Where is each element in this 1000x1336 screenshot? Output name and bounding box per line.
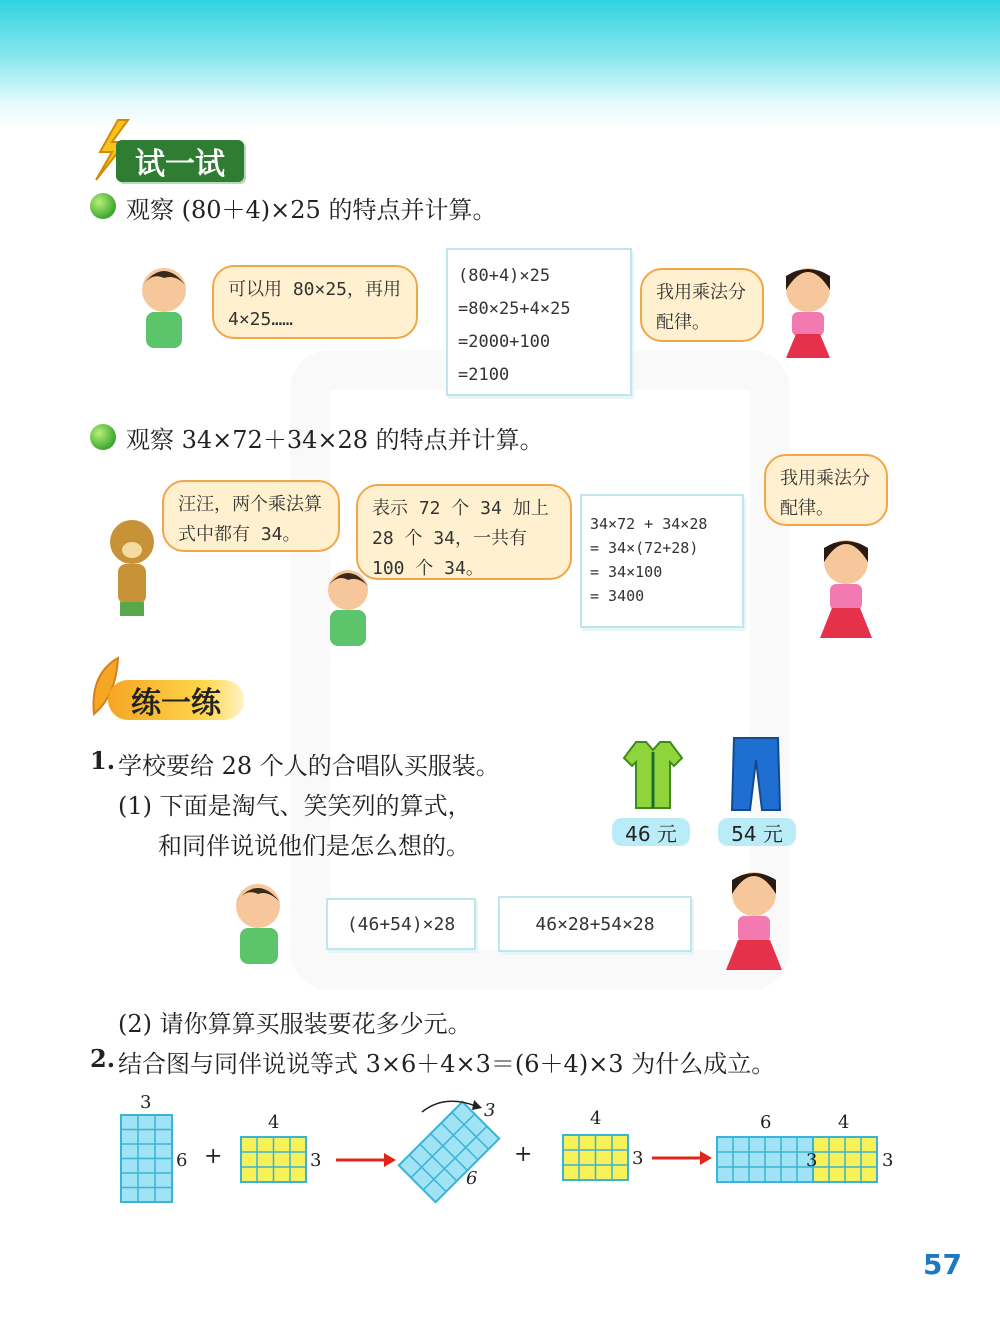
grid-4-top-label: 4 <box>590 1108 602 1129</box>
grid-5-top-label-a: 6 <box>760 1112 772 1133</box>
calc-line: (80+4)×25 <box>458 266 551 286</box>
calc-line: =2100 <box>458 365 510 385</box>
problem-1-part-2: (2) 请你算算买服装要花多少元。 <box>118 1010 472 1038</box>
pants-price: 54 元 <box>718 818 796 846</box>
grid-2-top-label: 4 <box>268 1112 280 1133</box>
grid-5-top-label-b: 4 <box>838 1112 850 1133</box>
calc-line: =2000+100 <box>458 332 551 352</box>
dog-speech-bubble: 汪汪，两个乘法算式中都有 34。 <box>162 480 340 552</box>
dog-character <box>104 516 160 620</box>
grid-1-blue <box>120 1114 174 1204</box>
boy-character-3 <box>224 880 298 968</box>
calc-line: = 3400 <box>590 587 645 605</box>
boy-speech-bubble-2: 表示 72 个 34 加上 28 个 34，一共有 100 个 34。 <box>356 484 572 580</box>
problem-2-text: 结合图与同伴说说等式 3×6＋4×3＝(6＋4)×3 为什么成立。 <box>118 1050 776 1078</box>
problem-1-text: 学校要给 28 个人的合唱队买服装。 <box>118 752 500 780</box>
arrow-right-icon <box>334 1150 398 1170</box>
formula-card-a: (46+54)×28 <box>326 898 476 950</box>
question-2-text: 观察 34×72＋34×28 的特点并计算。 <box>126 426 544 454</box>
grid-5-combined <box>716 1136 880 1184</box>
problem-2-number: 2. <box>90 1044 116 1073</box>
question-1-text: 观察 (80＋4)×25 的特点并计算。 <box>126 196 497 224</box>
page-number: 57 <box>923 1248 962 1281</box>
calc-card-1 <box>446 248 632 396</box>
girl-character <box>772 262 842 362</box>
grid-5-middle-label: 3 <box>806 1150 818 1171</box>
calc-line: 34×72 + 34×28 <box>590 515 708 533</box>
grid-1-top-label: 3 <box>140 1092 152 1113</box>
plus-sign: + <box>514 1142 533 1167</box>
grid-4-side-label: 3 <box>632 1148 644 1169</box>
boy-character-2 <box>316 566 380 650</box>
plus-sign: + <box>204 1144 223 1169</box>
try-section-label: 试一试 <box>116 140 244 182</box>
arrow-right-icon <box>650 1148 714 1168</box>
grid-2-yellow <box>240 1136 308 1184</box>
grid-2-side-label: 3 <box>310 1150 322 1171</box>
girl-character-3 <box>708 866 800 976</box>
calc-card-2 <box>580 494 744 628</box>
practice-section-label: 练一练 <box>108 680 244 720</box>
girl-speech-bubble-2: 我用乘法分配律。 <box>764 454 888 526</box>
shirt-price: 46 元 <box>612 818 690 846</box>
grid-5-side-label: 3 <box>882 1150 894 1171</box>
problem-1-number: 1. <box>90 746 116 775</box>
problem-1-part-1a: (1) 下面是淘气、笑笑列的算式， <box>118 792 472 820</box>
calc-line: = 34×100 <box>590 563 663 581</box>
grid-3-label-a: 3 <box>484 1100 496 1121</box>
bullet-dot <box>90 424 116 450</box>
grid-4-yellow <box>562 1134 630 1182</box>
formula-card-b: 46×28+54×28 <box>498 896 692 952</box>
boy-speech-bubble: 可以用 80×25，再用 4×25…… <box>212 265 418 339</box>
girl-speech-bubble: 我用乘法分配律。 <box>640 268 764 342</box>
top-color-band <box>0 0 1000 130</box>
pants-icon <box>728 736 784 812</box>
calc-line: = 34×(72+28) <box>590 539 699 557</box>
problem-1-part-1b: 和同伴说说他们是怎么想的。 <box>158 832 470 860</box>
boy-character <box>128 262 198 357</box>
grid-3-label-b: 6 <box>466 1168 478 1189</box>
calc-line: =80×25+4×25 <box>458 299 571 319</box>
shirt-icon <box>622 738 684 810</box>
bullet-dot <box>90 193 116 219</box>
girl-character-2 <box>806 534 886 644</box>
grid-1-side-label: 6 <box>176 1150 188 1171</box>
